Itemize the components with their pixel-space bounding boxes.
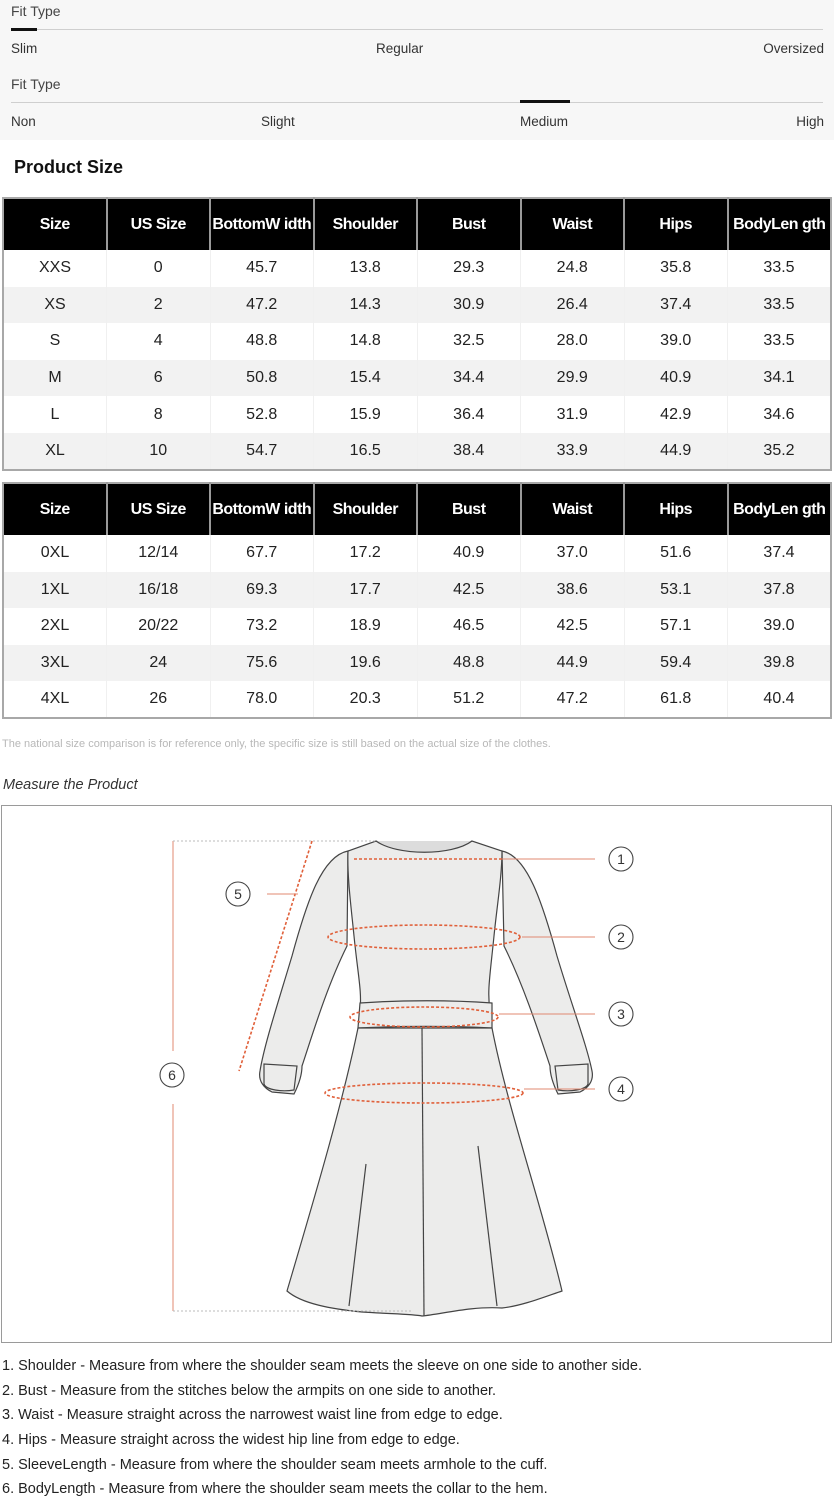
fit-option-regular: Regular [376,41,424,56]
stretch-option-slight: Slight [261,114,295,129]
table-row [3,645,831,682]
cell-hips: 37.4 [624,287,728,324]
instruction-waist: 3. Waist - Measure straight across the narrowest waist line from edge to edge. [2,1407,503,1424]
cell-us-size: 16/18 [107,572,211,609]
header-body-length: BodyLen gth [728,483,832,535]
fit-type-section [0,0,834,140]
cell-bottom-width: 45.7 [210,250,314,287]
table-row [3,608,831,645]
header-size: Size [3,483,107,535]
header-shoulder: Shoulder [314,483,418,535]
stretch-option-high: High [796,114,824,129]
cell-shoulder: 16.5 [314,433,418,470]
cell-bottom-width: 50.8 [210,360,314,397]
cell-bust: 36.4 [417,396,521,433]
cell-waist: 33.9 [521,433,625,470]
header-us-size: US Size [107,483,211,535]
instruction-shoulder: 1. Shoulder - Measure from where the shoulder seam meets the sleeve on one side to another side. [2,1358,642,1374]
stretch-type-track [11,102,823,103]
cell-bottom-width: 48.8 [210,323,314,360]
cell-body-length: 37.4 [728,535,832,572]
cell-bust: 30.9 [417,287,521,324]
header-size: Size [3,198,107,250]
callout-1: 1 [617,851,625,867]
measurement-instructions [2,1356,822,1500]
instruction-sleeve-length: 5. SleeveLength - Measure from where the shoulder seam meets armhole to the cuff. [2,1456,548,1473]
cell-bottom-width: 67.7 [210,535,314,572]
cell-waist: 44.9 [521,645,625,682]
header-hips: Hips [624,198,728,250]
cell-body-length: 34.6 [728,396,832,433]
callout-5: 5 [234,886,242,902]
stretch-option-medium: Medium [520,114,569,129]
table-row [3,396,831,433]
callout-6: 6 [168,1067,176,1083]
cell-size: XS [3,287,107,324]
cell-size: 4XL [40,690,70,708]
header-us-size: US Size [107,198,211,250]
cell-size: 0XL [40,544,70,562]
dress-illustration [2,806,833,1344]
cell-bust: 48.8 [417,645,521,682]
cell-size: XL [3,433,107,470]
cell-shoulder: 20.3 [314,681,418,718]
cell-hips: 57.1 [624,608,728,645]
cell-us-size: 24 [107,645,211,682]
table-row [3,535,831,572]
cell-body-length: 40.4 [728,681,832,718]
cell-bust: 46.5 [417,608,521,645]
cell-size: S [49,332,61,350]
cell-us-size: 26 [107,681,211,718]
cell-waist: 37.0 [521,535,625,572]
header-bust: Bust [417,483,521,535]
cell-bust: 42.5 [417,572,521,609]
fit-type-label: Fit Type [11,3,61,19]
header-bust: Bust [417,198,521,250]
cell-shoulder: 14.8 [314,323,418,360]
table-row [3,323,831,360]
table-row [3,433,831,470]
cell-bust: 34.4 [417,360,521,397]
cell-hips: 44.9 [624,433,728,470]
fit-type-track [11,29,823,30]
header-bottom-width: BottomW idth [210,483,314,535]
cell-size: 2XL [40,617,70,635]
fit-option-oversized: Oversized [763,41,824,56]
cell-body-length: 33.5 [728,287,832,324]
header-waist: Waist [521,198,625,250]
cell-hips: 40.9 [624,360,728,397]
header-bottom-width: BottomW idth [210,198,314,250]
stretch-type-marker-medium [520,100,570,103]
fit-option-slim: Slim [11,41,38,56]
header-body-length: BodyLen gth [728,198,832,250]
table-header-row [3,483,831,535]
cell-hips: 42.9 [624,396,728,433]
cell-shoulder: 13.8 [314,250,418,287]
cell-us-size: 10 [107,433,211,470]
cell-us-size: 8 [107,396,211,433]
cell-size: M [3,360,107,397]
cell-body-length: 33.5 [728,250,832,287]
table-row [3,287,831,324]
cell-bottom-width: 78.0 [210,681,314,718]
cell-us-size: 2 [107,287,211,324]
cell-waist: 26.4 [521,287,625,324]
cell-bust: 51.2 [417,681,521,718]
cell-shoulder: 14.3 [314,287,418,324]
instruction-bust: 2. Bust - Measure from the stitches below the armpits on one side to another. [2,1382,497,1399]
cell-bottom-width: 47.2 [210,287,314,324]
product-size-title: Product Size [14,157,124,177]
cell-size: L [50,405,60,423]
cell-waist: 28.0 [521,323,625,360]
cell-hips: 53.1 [624,572,728,609]
cell-hips: 39.0 [624,323,728,360]
cell-bottom-width: 52.8 [210,396,314,433]
table-row [3,250,831,287]
measure-title: Measure the Product [3,777,138,793]
cell-hips: 59.4 [624,645,728,682]
table-row [3,681,831,718]
cell-bottom-width: 73.2 [210,608,314,645]
callout-3: 3 [617,1006,625,1022]
size-table-plus [2,482,832,719]
cell-us-size: 6 [107,360,211,397]
callout-4: 4 [617,1081,625,1097]
fit-type-marker-slim [11,28,37,31]
cell-bust: 40.9 [417,535,521,572]
cell-shoulder: 19.6 [314,645,418,682]
stretch-type-label: Fit Type [11,76,61,92]
cell-size: 3XL [3,645,107,682]
cell-us-size: 12/14 [107,535,211,572]
cell-bottom-width: 75.6 [210,645,314,682]
cell-us-size: 20/22 [107,608,211,645]
cell-us-size: 4 [107,323,211,360]
cell-waist: 47.2 [521,681,625,718]
cell-waist: 38.6 [521,572,625,609]
cell-body-length: 34.1 [728,360,832,397]
measurement-diagram [1,805,832,1343]
table-row [3,360,831,397]
size-table-regular [2,197,832,471]
size-disclaimer-note: The national size comparison is for reference only, the specific size is still based on the actual size of the clothes. [2,738,551,750]
cell-shoulder: 15.9 [314,396,418,433]
cell-waist: 42.5 [521,608,625,645]
cell-waist: 31.9 [521,396,625,433]
cell-size: 1XL [3,572,107,609]
cell-shoulder: 15.4 [314,360,418,397]
cell-shoulder: 18.9 [314,608,418,645]
cell-body-length: 39.0 [728,608,832,645]
cell-bottom-width: 54.7 [210,433,314,470]
cell-waist: 24.8 [521,250,625,287]
cell-body-length: 35.2 [728,433,832,470]
callout-2: 2 [617,929,625,945]
cell-shoulder: 17.2 [314,535,418,572]
cell-bust: 32.5 [417,323,521,360]
instruction-hips: 4. Hips - Measure straight across the widest hip line from edge to edge. [2,1432,460,1449]
cell-body-length: 33.5 [728,323,832,360]
cell-waist: 29.9 [521,360,625,397]
cell-hips: 61.8 [624,681,728,718]
table-header-row [3,198,831,250]
header-shoulder: Shoulder [314,198,418,250]
header-hips: Hips [624,483,728,535]
stretch-option-non: Non [11,114,36,129]
cell-shoulder: 17.7 [314,572,418,609]
cell-body-length: 39.8 [728,645,832,682]
cell-hips: 51.6 [624,535,728,572]
cell-bust: 38.4 [417,433,521,470]
cell-us-size: 0 [107,250,211,287]
cell-hips: 35.8 [624,250,728,287]
cell-body-length: 37.8 [728,572,832,609]
header-waist: Waist [521,483,625,535]
cell-bust: 29.3 [417,250,521,287]
table-row [3,572,831,609]
instruction-body-length: 6. BodyLength - Measure from where the shoulder seam meets the collar to the hem. [2,1481,548,1498]
cell-size: XXS [38,259,71,277]
cell-bottom-width: 69.3 [210,572,314,609]
